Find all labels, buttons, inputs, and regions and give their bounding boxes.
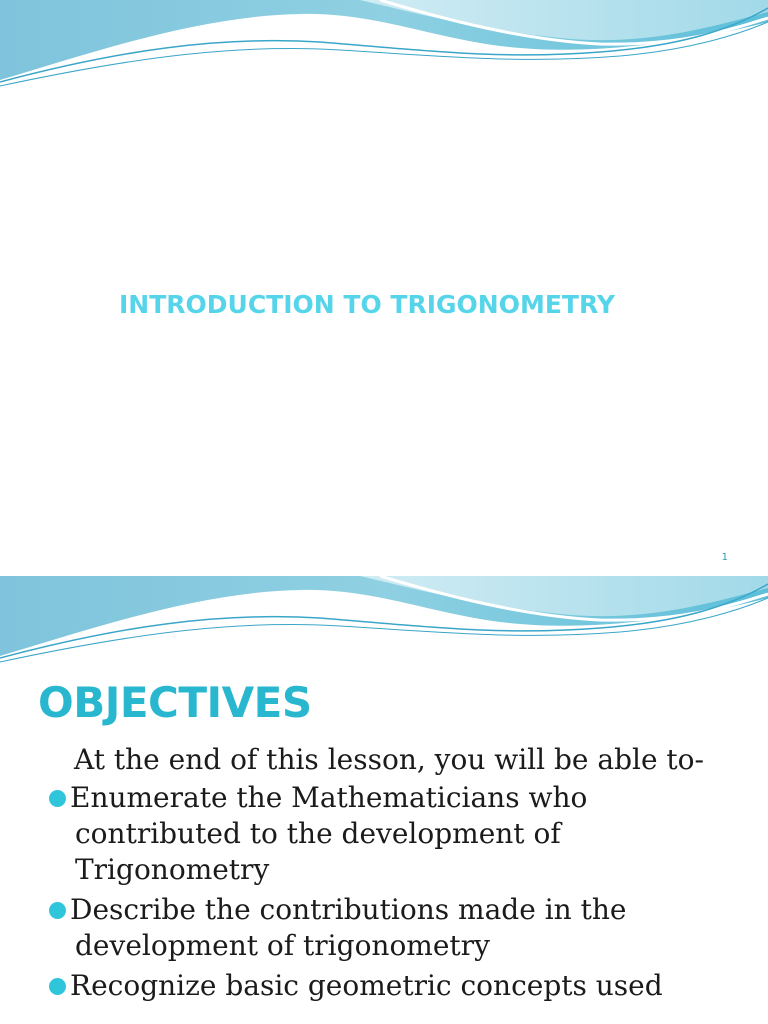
list-item-text: Enumerate the Mathematicians who contributed to the development of Trigonometry	[70, 781, 588, 886]
list-item	[46, 968, 746, 1004]
bullet-dot-icon	[49, 902, 66, 919]
wave-header-decoration	[0, 576, 768, 676]
list-item	[46, 892, 746, 964]
slide-number: 1	[721, 552, 728, 563]
objectives-heading: OBJECTIVES	[38, 678, 312, 727]
bullet-dot-icon	[49, 790, 66, 807]
slide-title: INTRODUCTION TO TRIGONOMETRY	[119, 290, 615, 319]
bullet-dot-icon	[49, 978, 66, 995]
intro-text: At the end of this lesson, you will be able to-	[74, 743, 704, 776]
objectives-body	[46, 742, 746, 1008]
objectives-list	[46, 780, 746, 1004]
list-item	[46, 780, 746, 888]
list-item-text: Recognize basic geometric concepts used	[70, 969, 663, 1002]
list-item-text: Describe the contributions made in the development of trigonometry	[70, 893, 627, 962]
wave-header-decoration	[0, 0, 768, 100]
